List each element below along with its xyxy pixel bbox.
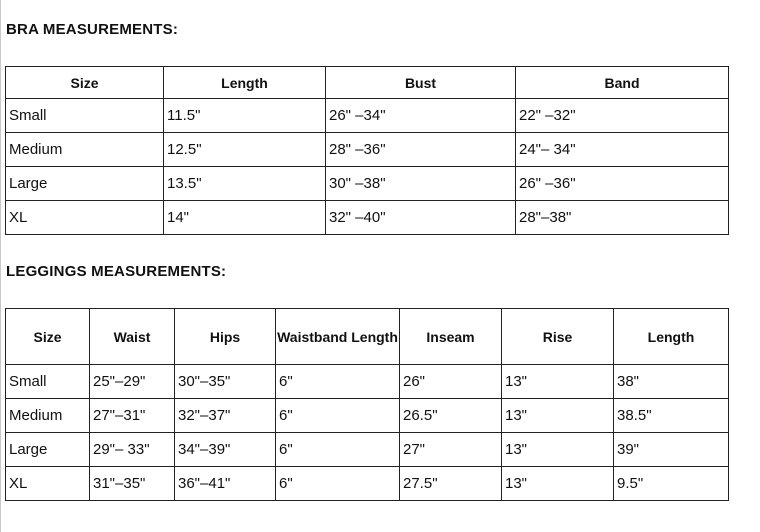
table-row bbox=[6, 133, 729, 167]
table-cell: 24"– 34" bbox=[516, 133, 729, 167]
table-cell: Small bbox=[6, 365, 90, 399]
table-cell: 6" bbox=[276, 433, 400, 467]
table-row bbox=[6, 399, 729, 433]
table-row bbox=[6, 201, 729, 235]
table-cell: 6" bbox=[276, 365, 400, 399]
table-cell: 22" –32" bbox=[516, 99, 729, 133]
table-cell: Medium bbox=[6, 399, 90, 433]
left-border-line bbox=[0, 0, 1, 532]
table-cell: 12.5" bbox=[164, 133, 326, 167]
table-cell: 25"–29" bbox=[90, 365, 175, 399]
table-cell: 38.5" bbox=[614, 399, 729, 433]
bra-measurements-table bbox=[5, 66, 729, 235]
column-header: Band bbox=[516, 67, 729, 99]
table-cell: XL bbox=[6, 201, 164, 235]
bra-measurements-heading: BRA MEASUREMENTS: bbox=[6, 21, 179, 38]
table-cell: 13" bbox=[502, 433, 614, 467]
table-cell: Small bbox=[6, 99, 164, 133]
table-cell: 31"–35" bbox=[90, 467, 175, 501]
table-cell: 11.5" bbox=[164, 99, 326, 133]
table-row bbox=[6, 167, 729, 201]
table-cell: Medium bbox=[6, 133, 164, 167]
table-cell: 39" bbox=[614, 433, 729, 467]
table-cell: 28"–38" bbox=[516, 201, 729, 235]
column-header: Bust bbox=[326, 67, 516, 99]
column-header: Length bbox=[614, 309, 729, 365]
table-cell: Large bbox=[6, 167, 164, 201]
column-header: Length bbox=[164, 67, 326, 99]
table-cell: 9.5" bbox=[614, 467, 729, 501]
table-row bbox=[6, 365, 729, 399]
table-header-row bbox=[6, 309, 729, 365]
table-cell: 13.5" bbox=[164, 167, 326, 201]
table-cell: 27" bbox=[400, 433, 502, 467]
column-header: Hips bbox=[175, 309, 276, 365]
table-cell: 14" bbox=[164, 201, 326, 235]
column-header: Size bbox=[6, 309, 90, 365]
table-cell: 13" bbox=[502, 365, 614, 399]
column-header: Rise bbox=[502, 309, 614, 365]
leggings-measurements-table bbox=[5, 308, 729, 501]
table-row bbox=[6, 467, 729, 501]
table-cell: XL bbox=[6, 467, 90, 501]
table-cell: 13" bbox=[502, 467, 614, 501]
table-cell: 6" bbox=[276, 399, 400, 433]
table-cell: 13" bbox=[502, 399, 614, 433]
column-header: Inseam bbox=[400, 309, 502, 365]
table-cell: 30"–35" bbox=[175, 365, 276, 399]
column-header: Waist bbox=[90, 309, 175, 365]
table-cell: 32" –40" bbox=[326, 201, 516, 235]
column-header: Waistband Length bbox=[276, 309, 400, 365]
table-cell: 26" –36" bbox=[516, 167, 729, 201]
table-cell: 6" bbox=[276, 467, 400, 501]
table-header-row bbox=[6, 67, 729, 99]
table-cell: 38" bbox=[614, 365, 729, 399]
table-row bbox=[6, 433, 729, 467]
table-cell: Large bbox=[6, 433, 90, 467]
table-cell: 27"–31" bbox=[90, 399, 175, 433]
table-cell: 34"–39" bbox=[175, 433, 276, 467]
table-cell: 27.5" bbox=[400, 467, 502, 501]
table-cell: 26" –34" bbox=[326, 99, 516, 133]
table-cell: 26" bbox=[400, 365, 502, 399]
table-cell: 28" –36" bbox=[326, 133, 516, 167]
table-cell: 29"– 33" bbox=[90, 433, 175, 467]
table-cell: 36"–41" bbox=[175, 467, 276, 501]
table-row bbox=[6, 99, 729, 133]
column-header: Size bbox=[6, 67, 164, 99]
table-cell: 32"–37" bbox=[175, 399, 276, 433]
table-cell: 26.5" bbox=[400, 399, 502, 433]
leggings-measurements-heading: LEGGINGS MEASUREMENTS: bbox=[6, 263, 227, 280]
table-cell: 30" –38" bbox=[326, 167, 516, 201]
